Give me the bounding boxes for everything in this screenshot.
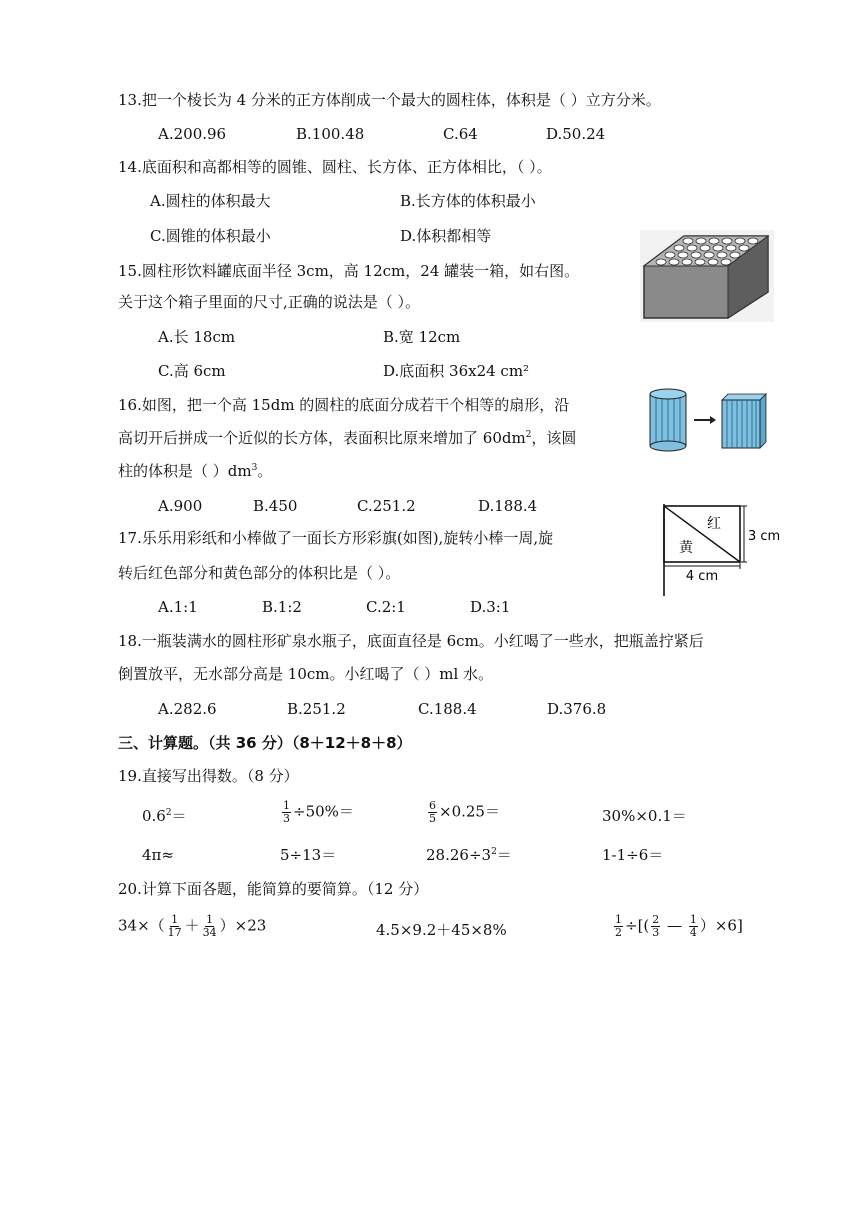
q18-line1: 18.一瓶装满水的圆柱形矿泉水瓶子，底面直径是 6cm。小红喝了一些水，把瓶盖拧紧后 xyxy=(118,632,704,650)
q19-item-2: $\frac{1}{3}$ ÷50%＝ xyxy=(283,799,354,825)
q19-stem: 19.直接写出得数。（8 分） xyxy=(118,767,299,785)
flag-red-label: 红 xyxy=(707,516,721,532)
q18-option-c: C.188.4 xyxy=(418,700,477,718)
can-top xyxy=(713,245,723,251)
q18-option-b: B.251.2 xyxy=(287,700,346,718)
q14-option-d: D.体积都相等 xyxy=(400,227,492,245)
q15-option-b: B.宽 12cm xyxy=(383,328,461,346)
q17-line1: 17.乐乐用彩纸和小棒做了一面长方形彩旗(如图),旋转小棒一周,旋 xyxy=(118,529,554,547)
q13-option-a: A.200.96 xyxy=(158,125,227,143)
q17-option-d: D.3:1 xyxy=(470,598,511,616)
can-top xyxy=(717,252,727,258)
q19-item-3: $\frac{6}{5}$ ×0.25＝ xyxy=(429,799,500,825)
q15-option-c: C.高 6cm xyxy=(158,362,226,380)
can-top xyxy=(721,259,731,265)
q20-expression-1: 34×（ $\frac{1}{17}$ ＋ $\frac{1}{34}$ ）×23 xyxy=(118,913,267,939)
can-top xyxy=(665,252,675,258)
q14-option-a: A.圆柱的体积最大 xyxy=(150,192,271,210)
q15-line1: 15.圆柱形饮料罐底面半径 3cm，高 12cm，24 罐装一箱，如右图。 xyxy=(118,262,580,280)
can-top xyxy=(708,259,718,265)
q19-item-1: $0.6^2=$ xyxy=(142,807,187,825)
can-top xyxy=(687,245,697,251)
q16-line1: 16.如图，把一个高 15dm 的圆柱的底面分成若干个相等的扇形，沿 xyxy=(118,396,570,414)
q19-item-5: 4π≈ xyxy=(142,846,174,864)
q16-line2: 高切开后拼成一个近似的长方体，表面积比原来增加了 $60dm^2$，该圆 xyxy=(118,429,577,447)
can-box-figure xyxy=(640,230,774,322)
q16-option-b: B.450 xyxy=(253,497,298,515)
cylinder-to-cuboid-figure xyxy=(644,388,770,454)
q13-option-c: C.64 xyxy=(443,125,478,143)
can-top xyxy=(709,238,719,244)
can-top xyxy=(656,259,666,265)
q18-line2: 倒置放平，无水部分高是 10cm。小红喝了（ ）ml 水。 xyxy=(118,665,494,683)
can-top xyxy=(678,252,688,258)
flag-yellow-label: 黄 xyxy=(679,540,693,556)
q17-line2: 转后红色部分和黄色部分的体积比是（ ）。 xyxy=(118,564,401,582)
q17-option-c: C.2:1 xyxy=(366,598,406,616)
flag-figure xyxy=(656,500,780,598)
q15-option-d: D.底面积 36x24 cm² xyxy=(383,362,530,380)
can-top xyxy=(735,238,745,244)
q13-stem: 13.把一个棱长为 4 分米的正方体削成一个最大的圆柱体，体积是（ ）立方分米。 xyxy=(118,91,661,109)
q13-option-b: B.100.48 xyxy=(296,125,365,143)
q17-option-a: A.1:1 xyxy=(158,598,198,616)
can-top xyxy=(704,252,714,258)
q14-stem: 14.底面积和高都相等的圆锥、圆柱、长方体、正方体相比，（ ）。 xyxy=(118,158,552,176)
q20-stem: 20.计算下面各题，能简算的要简算。（12 分） xyxy=(118,880,429,898)
q19-item-6: 5÷13＝ xyxy=(280,846,337,864)
can-top xyxy=(695,259,705,265)
q20-expression-2: 4.5×9.2＋45×8% xyxy=(376,921,507,939)
q14-option-c: C.圆锥的体积最小 xyxy=(150,227,271,245)
can-top xyxy=(674,245,684,251)
q14-option-b: B.长方体的体积最小 xyxy=(400,192,536,210)
section-three-heading: 三、计算题。（共 36 分）（8＋12＋8＋8） xyxy=(118,734,412,752)
can-top xyxy=(669,259,679,265)
can-top xyxy=(691,252,701,258)
q16-option-d: D.188.4 xyxy=(478,497,538,515)
can-top xyxy=(696,238,706,244)
q19-item-7: $28.26\div 3^2=$ xyxy=(426,846,512,864)
q16-option-a: A.900 xyxy=(158,497,203,515)
can-top xyxy=(700,245,710,251)
q19-item-8: 1-1÷6＝ xyxy=(602,846,664,864)
q15-line2: 关于这个箱子里面的尺寸,正确的说法是（ ）。 xyxy=(118,293,421,311)
can-top xyxy=(730,252,740,258)
q15-option-a: A.长 18cm xyxy=(158,328,236,346)
flag-height-label: 3 cm xyxy=(748,529,780,544)
q16-option-c: C.251.2 xyxy=(357,497,416,515)
can-top xyxy=(683,238,693,244)
can-top xyxy=(726,245,736,251)
flag-width-label: 4 cm xyxy=(685,569,719,584)
q17-option-b: B.1:2 xyxy=(262,598,302,616)
q18-option-d: D.376.8 xyxy=(547,700,607,718)
q20-expression-3: $\frac{1}{2}$ ÷[( $\frac{2}{3}$ — $\frac{1}{4}$ ）×6] xyxy=(615,913,743,939)
q13-option-d: D.50.24 xyxy=(546,125,606,143)
can-top xyxy=(682,259,692,265)
q18-option-a: A.282.6 xyxy=(158,700,217,718)
can-top xyxy=(739,245,749,251)
can-top xyxy=(748,238,758,244)
q19-item-4: 30%×0.1＝ xyxy=(602,807,687,825)
q16-line3: 柱的体积是（ ）$dm^3$。 xyxy=(118,462,273,480)
can-top xyxy=(722,238,732,244)
